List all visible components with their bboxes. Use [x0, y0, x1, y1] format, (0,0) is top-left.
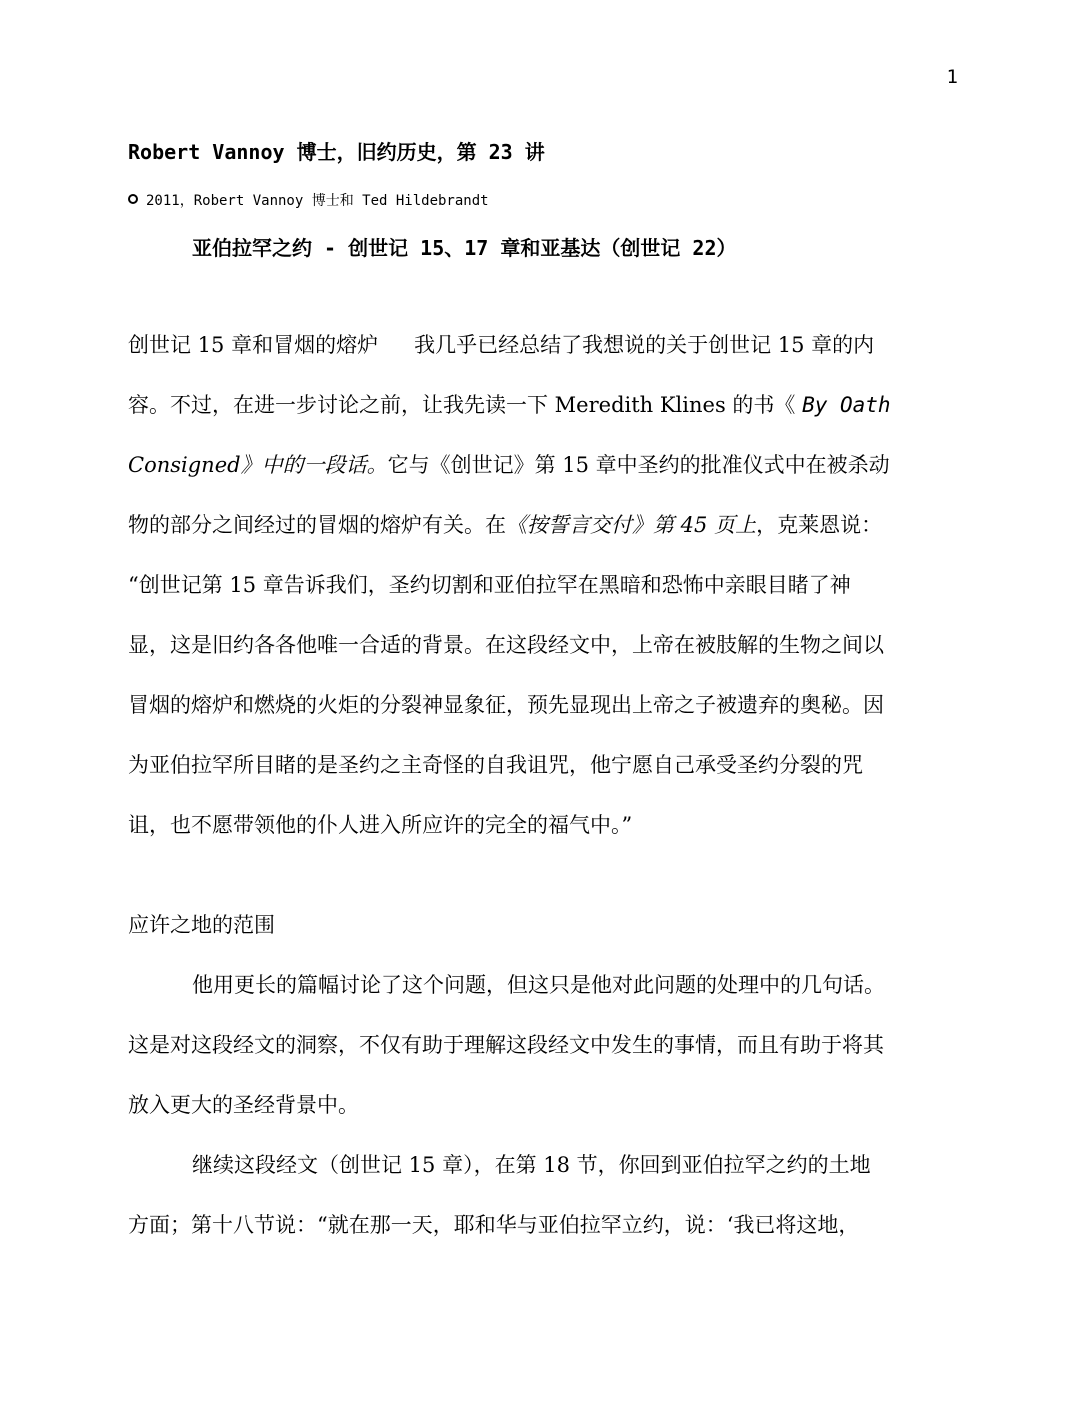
section-heading: 应许之地的范围: [128, 913, 275, 937]
bullet-icon: [128, 194, 138, 204]
copyright-text: 2011，Robert Vannoy 博士和 Ted Hildebrandt: [146, 193, 489, 209]
quote-line: “创世记第 15 章告诉我们，圣约切割和亚伯拉罕在黑暗和恐怖中亲眼目睹了神: [128, 573, 851, 597]
lecture-subtitle: 亚伯拉罕之约 - 创世记 15、17 章和亚基达（创世记 22）: [192, 236, 737, 260]
paragraph-text: 我几乎已经总结了我想说的关于创世记 15 章的内: [414, 333, 875, 357]
paragraph-line: Consigned》中的一段话。它与《创世记》第 15 章中圣约的批准仪式中在被杀动: [128, 453, 890, 477]
paragraph-line: 容。不过，在进一步讨论之前，让我先读一下 Meredith Klines 的书《 By Oath: [128, 393, 891, 417]
paragraph-line: 这是对这段经文的洞察，不仅有助于理解这段经文中发生的事情，而且有助于将其: [128, 1033, 884, 1057]
paragraph-line: [128, 330, 874, 360]
paragraph-line: 物的部分之间经过的冒烟的熔炉有关。在《按誓言交付》第 45 页上，克莱恩说：: [128, 513, 883, 537]
quote-line: 显，这是旧约各各他唯一合适的背景。在这段经文中，上帝在被肢解的生物之间以: [128, 633, 884, 657]
quote-line: 为亚伯拉罕所目睹的是圣约之主奇怪的自我诅咒，他宁愿自己承受圣约分裂的咒: [128, 753, 863, 777]
book-reference-italic: 《按誓言交付》第 45 页上: [506, 513, 757, 537]
section-heading: 创世记 15 章和冒烟的熔炉: [128, 333, 379, 357]
paragraph-line: 继续这段经文（创世记 15 章），在第 18 节，你回到亚伯拉罕之约的土地: [192, 1153, 871, 1177]
paragraph-line: 方面；第十八节说：“就在那一天，耶和华与亚伯拉罕立约，说：‘我已将这地，: [128, 1213, 860, 1237]
quote-line: 诅，也不愿带领他的仆人进入所应许的完全的福气中。”: [128, 813, 633, 837]
book-title-italic: Consigned》中的一段话。: [128, 453, 388, 477]
paragraph-line: 他用更长的篇幅讨论了这个问题，但这只是他对此问题的处理中的几句话。: [192, 973, 885, 997]
page-number: 1: [946, 66, 958, 88]
paragraph-line: 放入更大的圣经背景中。: [128, 1093, 359, 1117]
copyright-line: [128, 190, 489, 210]
quote-line: 冒烟的熔炉和燃烧的火炬的分裂神显象征，预先显现出上帝之子被遗弃的奥秘。因: [128, 693, 884, 717]
book-title-italic: By Oath: [802, 393, 891, 417]
document-title: Robert Vannoy 博士，旧约历史，第 23 讲: [128, 140, 545, 164]
